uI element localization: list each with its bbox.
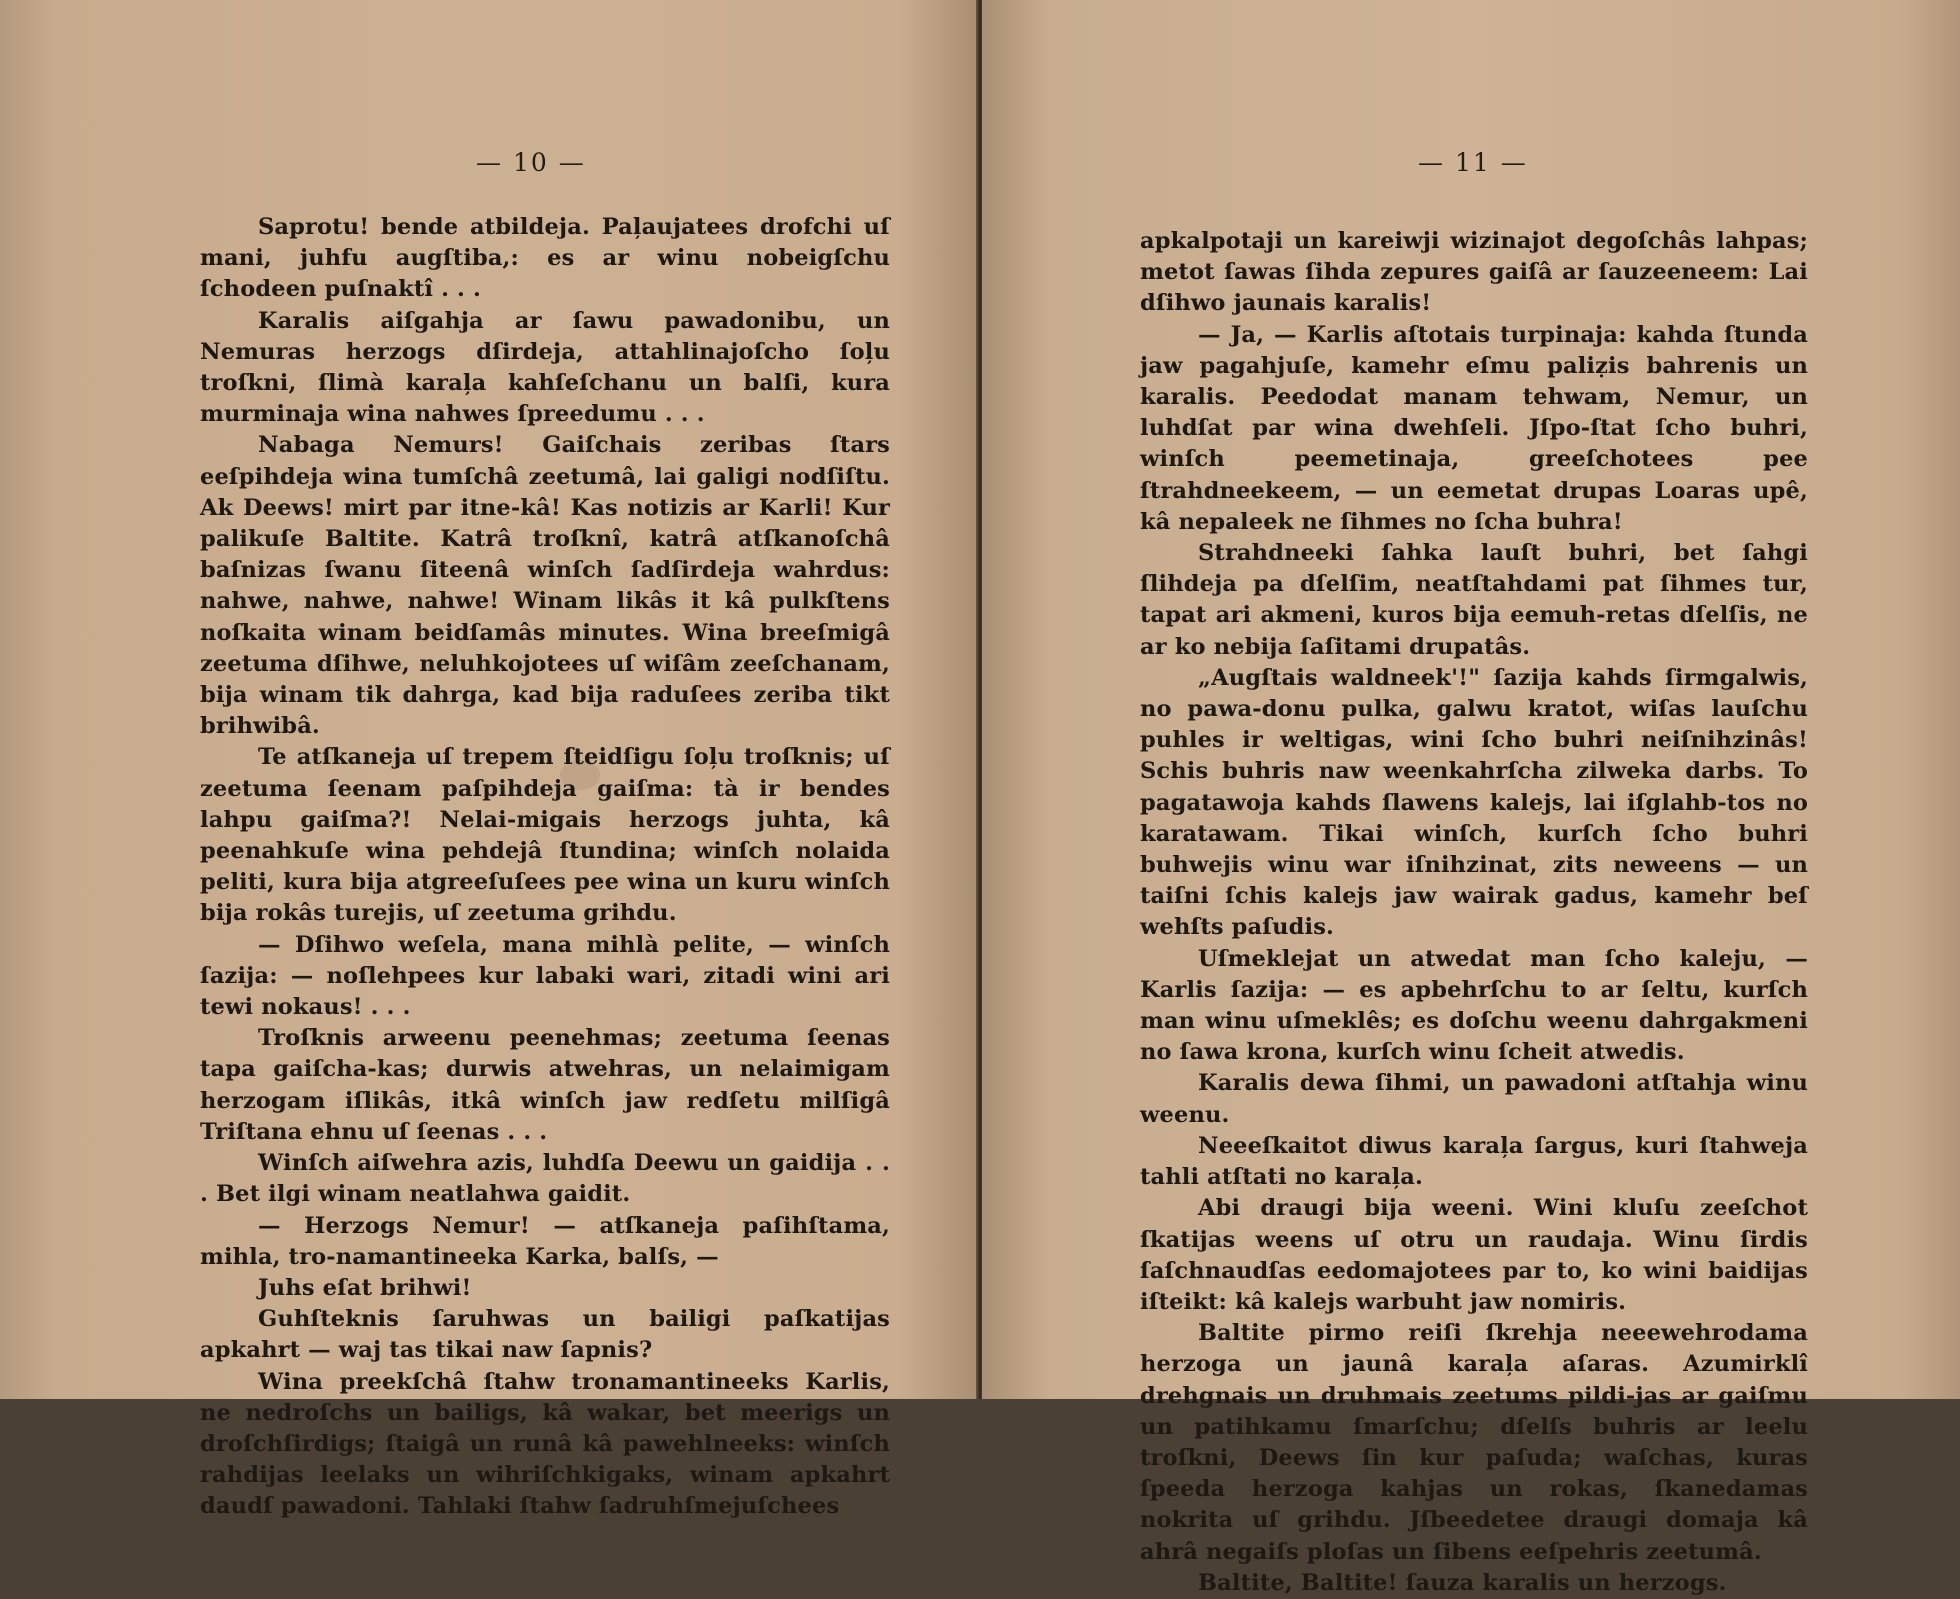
- paragraph: „Augſtais waldneek'!" ſazija kahds ſirmgalwis, no pawa-donu pulka, galwu kratot, wiſas lauſchu puhles ir weltigas, wini ſcho buhri neiſnihzinâs! Schis buhris naw weenkahrſcha zilweka darbs. To pagatawoja kahds ſlawens kalejs, lai iſglahb-tos no karatawam. Tikai winſch, kurſch ſcho buhri buhwejis winu war iſnihzinat, zits neweens — un taiſni ſchis kalejs jaw wairak gadus, kamehr beſ wehſts paſudis.: [1140, 664, 1808, 941]
- paragraph: — Ja, — Karlis aſtotais turpinaja: kahda ſtunda jaw pagahjuſe, kamehr eſmu paliẓis bahrenis un karalis. Peedodat manam tehwam, Nemur, un luhdſat par wina dwehſeli. Jſpo-ſtat ſcho buhri, winſch peemetinaja, greeſchotees pee ſtrahdneekeem, — un eemetat drupas Loaras upê, kâ nepaleek ne ſihmes no ſcha buhra!: [1140, 321, 1808, 535]
- paragraph: Te atſkaneja uſ trepem ſteidſigu ſoļu troſknis; uſ zeetuma ſeenam paſpihdeja gaiſma: tà ir bendes lahpu gaiſma?! Nelai-migais herzogs juhta, kâ peenahkuſe wina pehdejâ ſtundina; winſch nolaida peliti, kura bija atgreeſuſees pee wina un kuru winſch bija rokâs turejis, uſ zeetuma grihdu.: [200, 744, 890, 927]
- left-page-text: [200, 212, 890, 1523]
- paragraph: Saprotu! bende atbildeja. Paļaujatees drofchi uſ mani, juhfu augſtiba,: es ar winu nobeigſchu ſchodeen puſnaktî . . .: [200, 214, 890, 303]
- paragraph: Karalis aiſgahja ar ſawu pawadonibu, un Nemuras herzogs dſirdeja, attahlinajoſcho ſoļu troſkni, ſlimà karaļa kahſeſchanu un balſi, kura murminaja wina nahwes ſpreedumu . . .: [200, 307, 890, 428]
- page-number-left: — 10 —: [476, 148, 586, 177]
- paragraph: Neeeſkaitot diwus karaļa ſargus, kuri ſtahweja tahli atſtati no karaļa.: [1140, 1132, 1808, 1191]
- paragraph: Uſmeklejat un atwedat man ſcho kaleju, — Karlis ſazija: — es apbehrſchu to ar ſeltu, kurſch man winu uſmeklês; es doſchu weenu dahrgakmeni no ſawa krona, kurſch winu ſcheit atwedis.: [1140, 945, 1808, 1066]
- paragraph: Juhs eſat brihwi!: [258, 1274, 472, 1301]
- paragraph: Karalis dewa ſihmi, un pawadoni atſtahja winu weenu.: [1140, 1070, 1808, 1128]
- paragraph: Winſch aiſwehra azis, luhdſa Deewu un gaidija . . . Bet ilgi winam neatlahwa gaidit.: [200, 1150, 890, 1208]
- paragraph: Troſknis arweenu peenehmas; zeetuma ſeenas tapa gaiſcha-kas; durwis atwehras, un nelaimigam herzogam iſlikâs, itkâ winſch jaw redſetu milſigâ Triſtana ehnu uſ ſeenas . . .: [200, 1025, 890, 1145]
- paragraph: Wina preekſchâ ſtahw tronamantineeks Karlis, ne nedroſchs un bailigs, kâ wakar, bet meerigs un droſchſirdigs; ſtaigâ un runâ kâ pawehlneeks: winſch rahdijas leelaks un wihriſchkigaks, winam apkahrt daudſ pawadoni. Tahlaki ſtahw ſadruhſmejuſchees: [200, 1368, 890, 1520]
- page-number-right: — 11 —: [1418, 148, 1528, 177]
- right-page: [982, 0, 1960, 1596]
- paragraph: apkalpotaji un kareiwji wizinajot degoſchâs lahpas; metot ſawas ſihda zepures gaiſâ ar ſauzeeneem: Lai dſihwo jaunais karalis!: [1140, 228, 1808, 317]
- paragraph: Nabaga Nemurs! Gaiſchais zeribas ſtars eeſpihdeja wina tumſchâ zeetumâ, lai galigi nodſiſtu. Ak Deews! mirt par itne-kâ! Kas notizis ar Karli! Kur palikuſe Baltite. Katrâ troſknî, katrâ atſkanoſchâ baſnizas ſwanu ſiteenâ winſch ſadſirdeja wahrdus: nahwe, nahwe, nahwe! Winam likâs it kâ pulkſtens noſkaita winam beidſamâs minutes. Wina breeſmigâ zeetuma dſihwe, neluhkojotees uſ wiſâm zeeſchanam, bija winam tik dahrga, kad bija raduſees zeriba tikt brihwibâ.: [200, 432, 890, 740]
- paragraph: Strahdneeki ſahka lauſt buhri, bet ſahgi ſlihdeja pa dſelſim, neatſtahdami pat ſihmes tur, tapat ari akmeni, kuros bija eemuh-retas dſelſis, ne ar ko nebija ſaſitami drupatâs.: [1140, 540, 1808, 660]
- paragraph: — Herzogs Nemur! — atſkaneja paſihſtama, mihla, tro-namantineeka Karka, balſs, —: [200, 1212, 890, 1270]
- paragraph: — Dſihwo weſela, mana mihlà pelite, — winſch ſazija: — noſlehpees kur labaki wari, zitadi wini ari tewi nokaus! . . .: [200, 931, 890, 1021]
- paragraph: Baltite pirmo reiſi ſkrehja neeewehrodama herzoga un jaunâ karaļa aſaras. Azumirklî drehgnais un druhmais zeetums pildi-jas ar gaiſmu un patihkamu ſmarſchu; dſelſs buhris ar leelu troſkni, Deews ſin kur paſuda; waſchas, kuras ſpeeda herzoga kahjas un rokas, ſkanedamas nokrita uſ grihdu. Jſbeedetee draugi domaja kâ ahrâ negaiſs ploſas un ſibens eeſpehris zeetumâ.: [1140, 1320, 1808, 1565]
- paragraph: Baltite, Baltite! ſauza karalis un herzogs.: [1198, 1569, 1727, 1596]
- right-page-text: [1140, 226, 1808, 1599]
- paragraph: Guhſteknis ſaruhwas un bailigi paſkatijas apkahrt — waj tas tikai naw ſapnis?: [200, 1306, 890, 1364]
- paragraph: Abi draugi bija weeni. Wini kluſu zeeſchot ſkatijas weens uſ otru un raudaja. Winu ſirdis ſaſchnaudſas eedomajotees par to, ko wini baidijas iſteikt: kâ kalejs warbuht jaw nomiris.: [1140, 1195, 1808, 1315]
- left-page: [0, 0, 978, 1520]
